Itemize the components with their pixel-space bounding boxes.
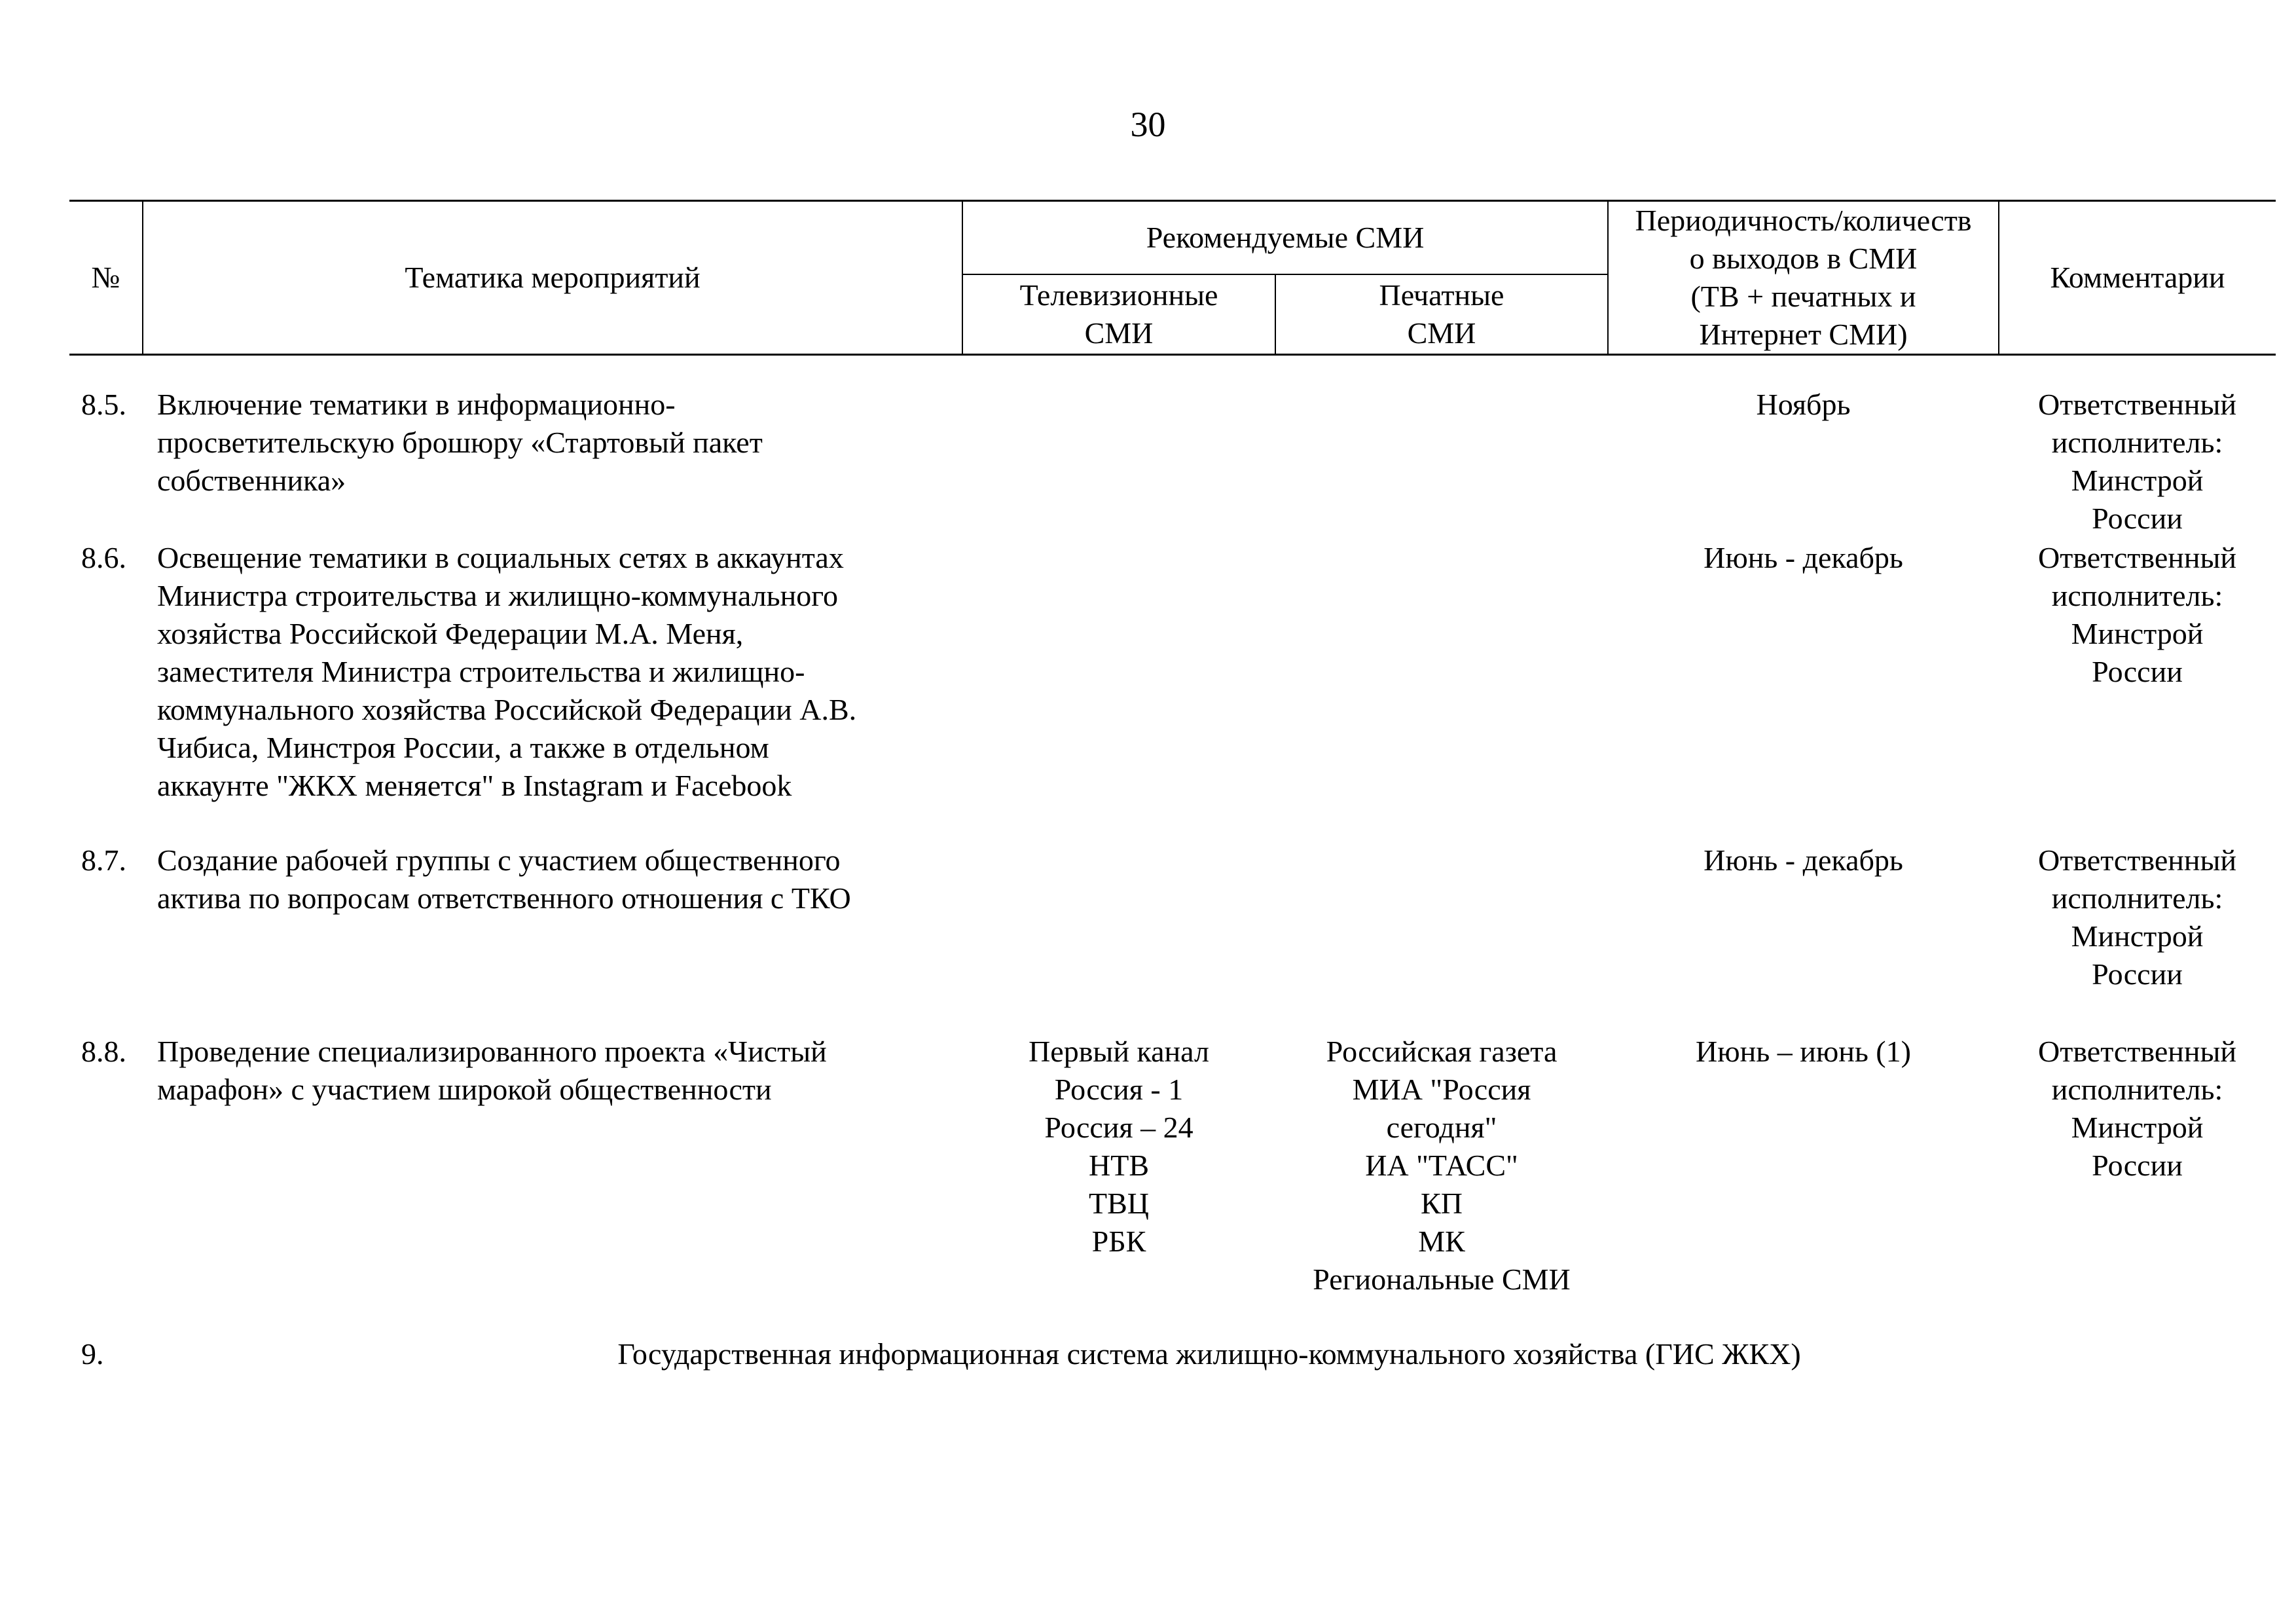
topic-line: Чибиса, Минстроя России, а также в отдельном: [157, 731, 769, 764]
print-outlet: КП: [1421, 1187, 1463, 1220]
header-print-line: Печатные: [1379, 278, 1504, 312]
row-topic: [143, 539, 962, 841]
topic-line: коммунального хозяйства Российской Федерации А.В.: [157, 693, 857, 726]
table-row: [69, 841, 2276, 1033]
topic-line: Проведение специализированного проекта «Чистый: [157, 1035, 827, 1068]
tv-channel: Россия - 1: [1054, 1073, 1184, 1106]
header-frequency-line: Интернет СМИ): [1699, 318, 1908, 351]
topic-line: Создание рабочей группы с участием общественного: [157, 843, 841, 877]
print-outlet: МК: [1418, 1225, 1465, 1258]
comment-line: Ответственный: [2038, 843, 2236, 877]
row-comment: [1999, 539, 2276, 841]
row-frequency: Ноябрь: [1756, 388, 1851, 421]
row-tv-media: [962, 386, 1275, 539]
print-outlet: сегодня": [1386, 1111, 1497, 1144]
row-topic: [143, 1033, 962, 1335]
row-frequency: Июнь - декабрь: [1704, 541, 1903, 574]
row-number: 8.7.: [81, 843, 126, 877]
comment-line: Минстрой: [2071, 1111, 2204, 1144]
topic-line: просветительскую брошюру «Стартовый пакет: [157, 426, 763, 459]
topic-line: собственника»: [157, 464, 346, 497]
tv-channel: ТВЦ: [1089, 1187, 1149, 1220]
print-outlet: Региональные СМИ: [1313, 1263, 1571, 1296]
comment-line: Минстрой: [2071, 617, 2204, 650]
header-tv-line: Телевизионные: [1019, 278, 1218, 312]
print-outlet: Российская газета: [1326, 1035, 1558, 1068]
row-topic: [143, 386, 962, 539]
print-outlet: ИА "ТАСС": [1365, 1149, 1518, 1182]
media-plan-table-wrapper: [69, 200, 2276, 1373]
header-topic: Тематика мероприятий: [143, 201, 962, 355]
header-frequency: [1608, 201, 1999, 355]
comment-line: России: [2092, 957, 2183, 991]
tv-channel: Первый канал: [1029, 1035, 1209, 1068]
media-plan-table: [69, 200, 2276, 1373]
row-topic: [143, 841, 962, 1033]
topic-line: хозяйства Российской Федерации М.А. Меня,: [157, 617, 744, 650]
print-outlet: МИА "Россия: [1352, 1073, 1531, 1106]
topic-line: актива по вопросам ответственного отношения с ТКО: [157, 881, 851, 915]
table-body: [69, 355, 2276, 1374]
header-frequency-line: о выходов в СМИ: [1689, 242, 1918, 275]
row-frequency: Июнь – июнь (1): [1696, 1035, 1911, 1068]
topic-line: Освещение тематики в социальных сетях в аккаунтах: [157, 541, 844, 574]
row-print-media: [1275, 386, 1608, 539]
comment-line: Минстрой: [2071, 464, 2204, 497]
row-number: 8.6.: [81, 541, 126, 574]
page-number: 30: [1130, 105, 1166, 144]
header-tv-line: СМИ: [1084, 316, 1154, 350]
comment-line: России: [2092, 1149, 2183, 1182]
topic-line: марафон» с участием широкой общественности: [157, 1073, 772, 1106]
table-row: [69, 1033, 2276, 1335]
section-row: [69, 1335, 2276, 1373]
comment-line: России: [2092, 655, 2183, 688]
row-print-media: [1275, 841, 1608, 1033]
topic-line: Включение тематики в информационно-: [157, 388, 676, 421]
row-comment: [1999, 1033, 2276, 1335]
row-number: 8.5.: [81, 388, 126, 421]
tv-channel: Россия – 24: [1044, 1111, 1194, 1144]
row-comment: [1999, 386, 2276, 539]
row-number: 8.8.: [81, 1035, 126, 1068]
header-print-line: СМИ: [1407, 316, 1476, 350]
topic-line: аккаунте "ЖКХ меняется" в Instagram и Facebook: [157, 769, 792, 802]
row-comment: [1999, 841, 2276, 1033]
header-print-media: [1275, 274, 1608, 355]
comment-line: Минстрой: [2071, 919, 2204, 953]
header-recommended-media: Рекомендуемые СМИ: [962, 201, 1608, 274]
table-row: [69, 386, 2276, 539]
row-print-media: [1275, 1033, 1608, 1335]
comment-line: Ответственный: [2038, 541, 2236, 574]
tv-channel: РБК: [1091, 1225, 1146, 1258]
comment-line: исполнитель:: [2051, 881, 2223, 915]
tv-channel: НТВ: [1089, 1149, 1149, 1182]
comment-line: исполнитель:: [2051, 426, 2223, 459]
row-print-media: [1275, 539, 1608, 841]
header-comments: Комментарии: [1999, 201, 2276, 355]
row-tv-media: [962, 539, 1275, 841]
table-row: [69, 539, 2276, 841]
comment-line: России: [2092, 502, 2183, 535]
row-tv-media: [962, 841, 1275, 1033]
header-frequency-line: Периодичность/количеств: [1635, 204, 1972, 237]
row-frequency: Июнь - декабрь: [1704, 843, 1903, 877]
table-header: [69, 201, 2276, 355]
header-tv-media: [962, 274, 1275, 355]
row-tv-media: [962, 1033, 1275, 1335]
section-title: Государственная информационная система жилищно-коммунального хозяйства (ГИС ЖКХ): [617, 1337, 1801, 1371]
section-number: 9.: [81, 1337, 104, 1371]
comment-line: Ответственный: [2038, 1035, 2236, 1068]
comment-line: исполнитель:: [2051, 1073, 2223, 1106]
topic-line: Министра строительства и жилищно-коммунального: [157, 579, 838, 612]
header-frequency-line: (ТВ + печатных и: [1690, 280, 1916, 313]
comment-line: Ответственный: [2038, 388, 2236, 421]
comment-line: исполнитель:: [2051, 579, 2223, 612]
topic-line: заместителя Министра строительства и жилищно-: [157, 655, 805, 688]
header-num: №: [69, 201, 143, 355]
